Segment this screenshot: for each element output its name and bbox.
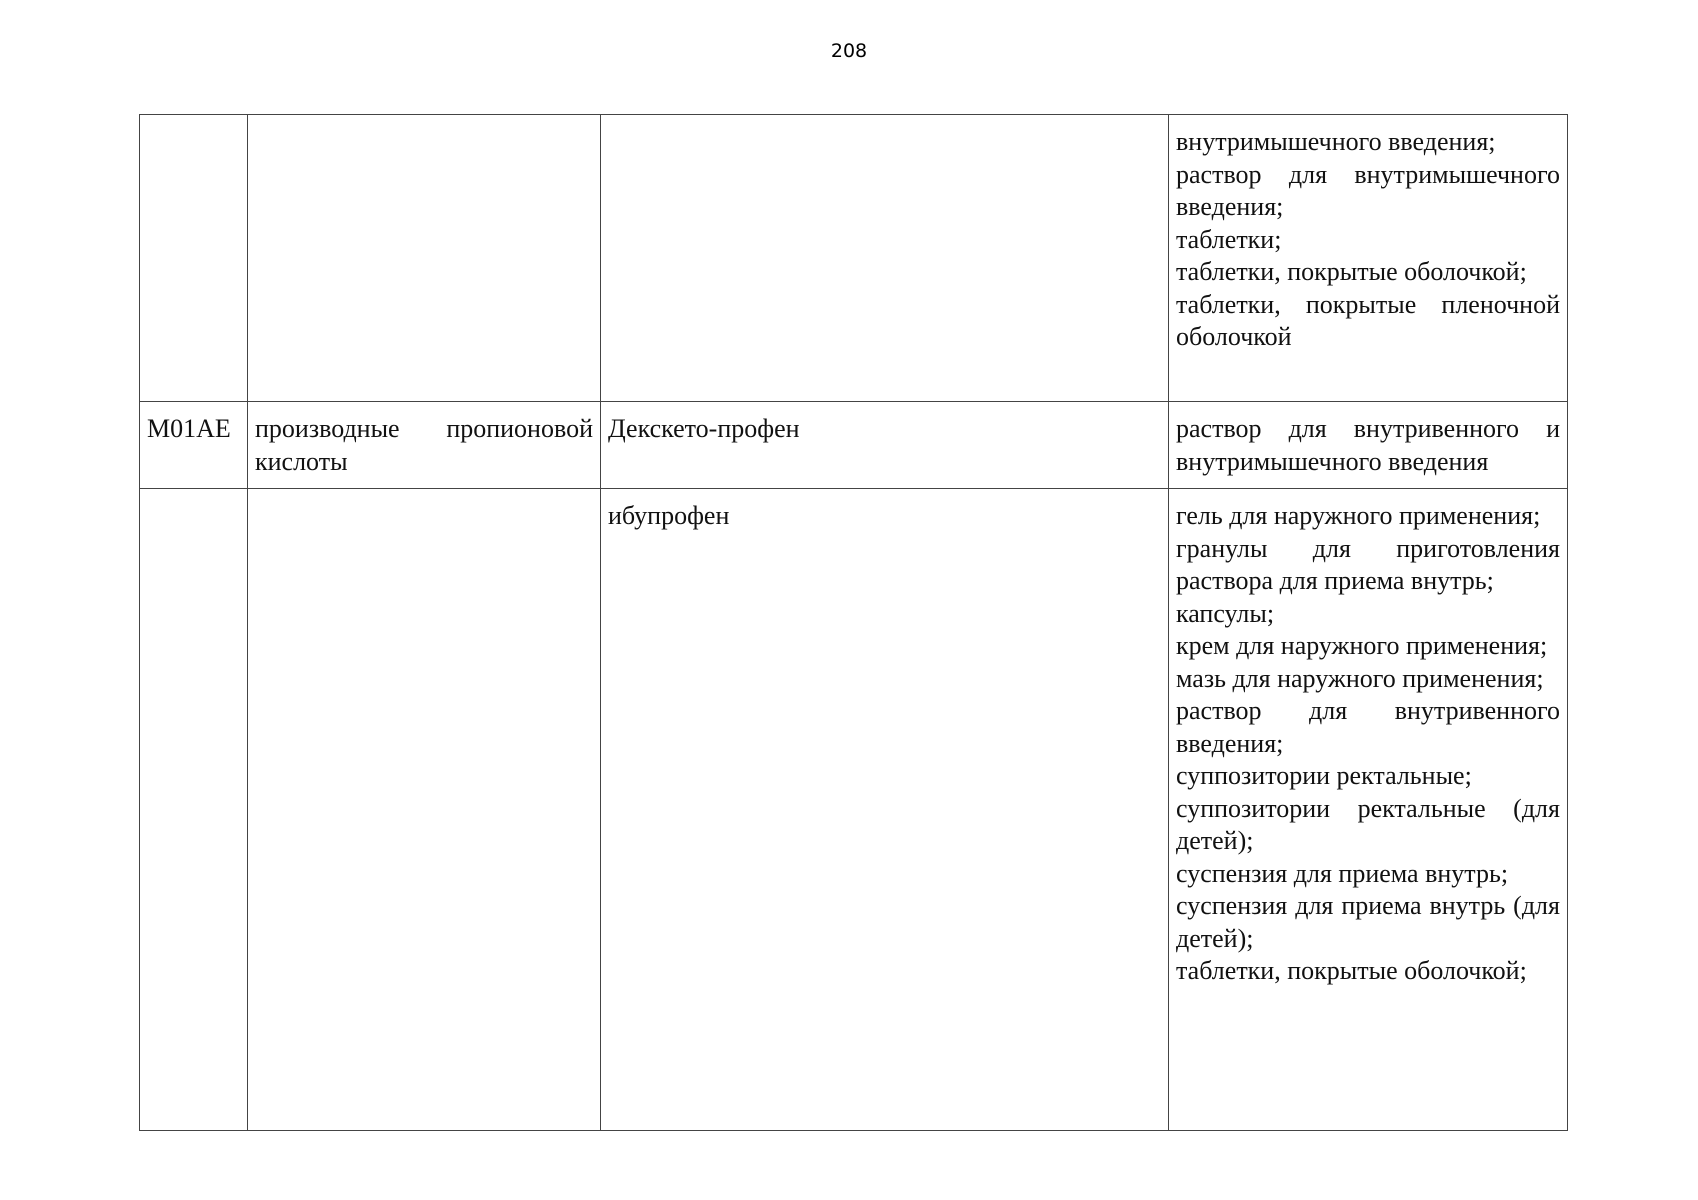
dosage-form-item: таблетки; [1176, 224, 1282, 254]
dosage-forms-cell [1169, 489, 1568, 1131]
group-cell [248, 115, 601, 402]
drug-name-cell: Декскето-профен [601, 402, 1169, 489]
dosage-form-item: суппозитории ректальные; [1176, 761, 1472, 790]
dosage-form-item: суспензия для приема внутрь (для детей); [1176, 891, 1560, 953]
atc-code-cell: M01AE [140, 402, 248, 489]
dosage-form-item: гель для наружного применения; [1176, 501, 1541, 530]
table-row [140, 489, 1568, 1131]
dosage-form-item: гранулы для приготовления раствора для приема внутрь; [1176, 533, 1560, 595]
dosage-form-item: внутримышечного введения; [1176, 127, 1496, 156]
drug-table [139, 114, 1568, 1131]
dosage-forms-cell [1169, 402, 1568, 489]
dosage-form-item: суппозитории ректальные (для детей); [1176, 793, 1560, 855]
dosage-form-item: суспензия для приема внутрь; [1176, 858, 1509, 888]
drug-name-cell: ибупрофен [601, 489, 1169, 1131]
dosage-form-item: крем для наружного применения; [1176, 631, 1548, 660]
dosage-form-item: раствор для внутривенного введения; [1176, 696, 1560, 758]
dosage-form-item: таблетки, покрытые оболочкой; [1176, 956, 1527, 985]
atc-code-cell [140, 115, 248, 402]
group-cell [248, 489, 601, 1131]
atc-code-cell [140, 489, 248, 1131]
dosage-form-item: таблетки, покрытые пленочной оболочкой [1176, 289, 1560, 351]
dosage-form-item: капсулы; [1176, 598, 1275, 628]
dosage-form-item: таблетки, покрытые оболочкой; [1176, 257, 1527, 286]
drug-name-cell [601, 115, 1169, 402]
dosage-forms-cell [1169, 115, 1568, 402]
table-row [140, 115, 1568, 402]
page-number: 208 [830, 40, 868, 62]
table-row [140, 402, 1568, 489]
dosage-form-item: раствор для внутривенного и внутримышечного введения [1176, 414, 1560, 476]
dosage-form-item: раствор для внутримышечного введения; [1176, 159, 1560, 221]
group-cell: производные пропионовой кислоты [248, 402, 601, 489]
dosage-form-item: мазь для наружного применения; [1176, 663, 1544, 693]
